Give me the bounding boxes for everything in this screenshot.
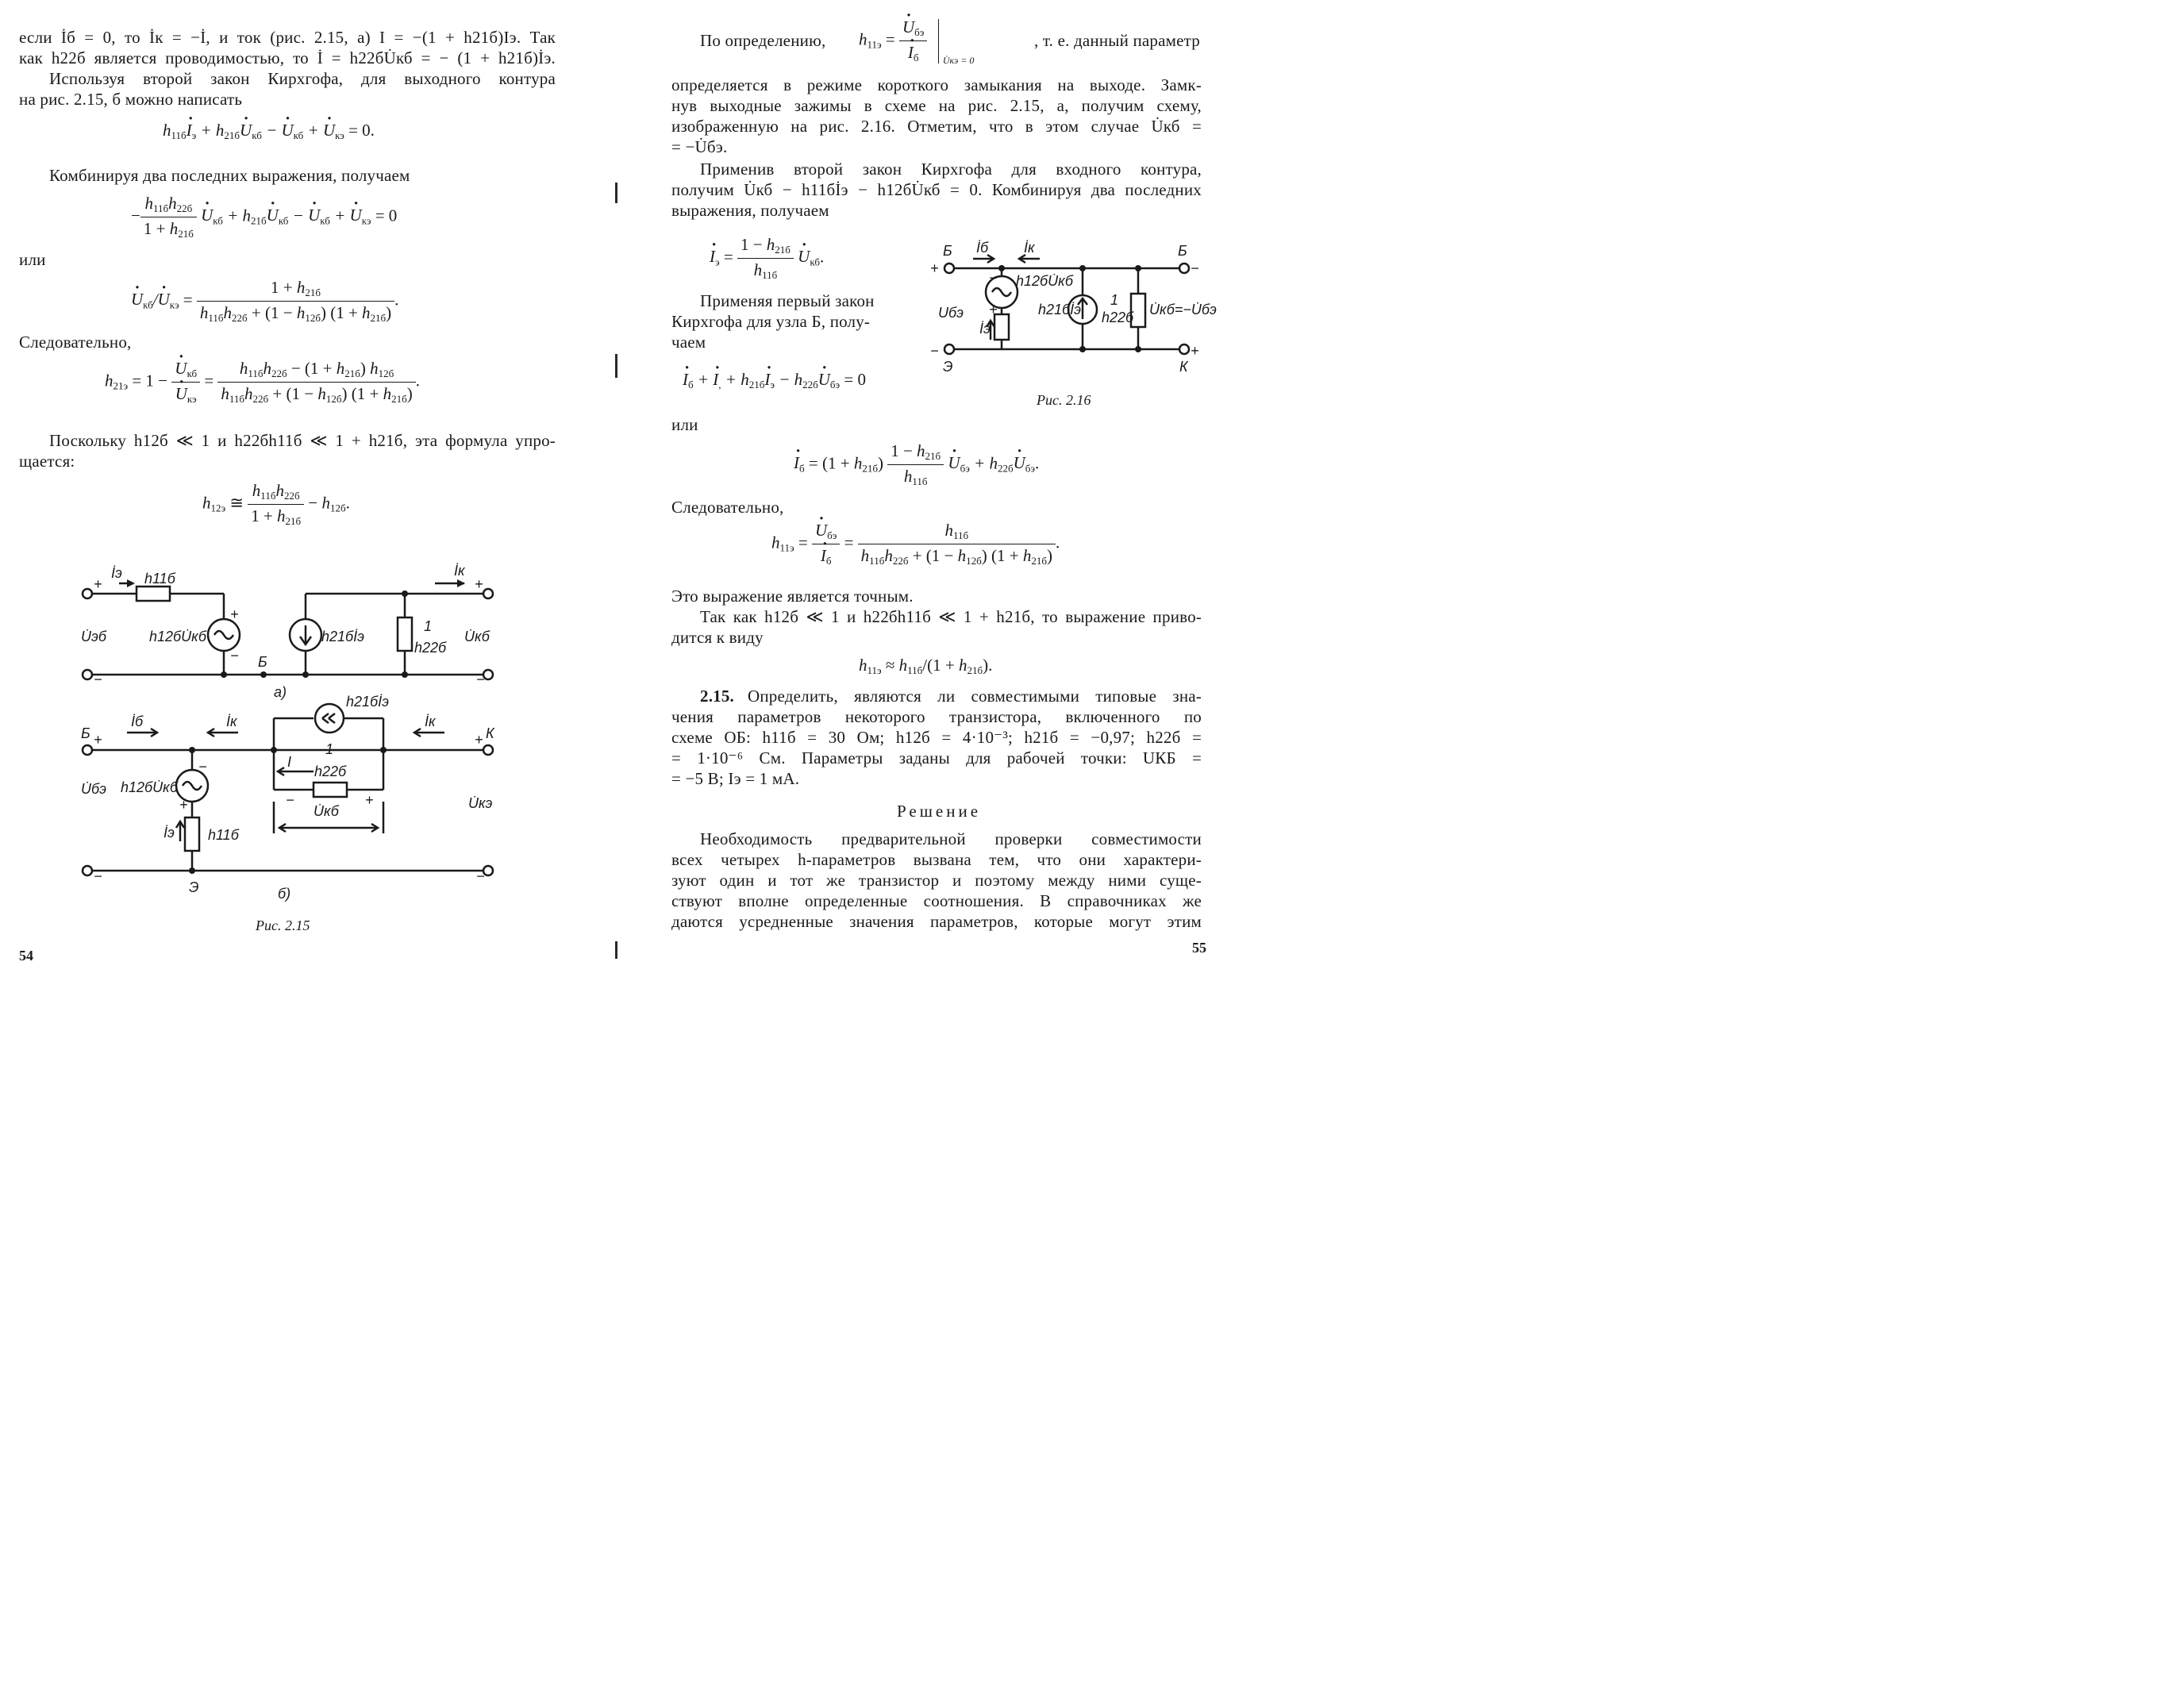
text-line: определяется в режиме короткого замыкания на выходе. Замк-	[671, 75, 1202, 94]
text-line: выражения, получаем	[671, 201, 829, 220]
label: U̇кэ	[468, 795, 493, 811]
label: İк	[226, 714, 237, 729]
text-line: как h22б является проводимостью, то İ = h22бU̇кб = − (1 + h21б)İэ.	[19, 48, 556, 67]
label: İб	[131, 714, 144, 729]
page-number: 54	[19, 948, 33, 964]
label: +	[930, 260, 939, 276]
equation-h12e-approx: $h_{12э}$ ≅ $\frac{h_{11б}h_{22б}}{1 + h_{21б}}$ − $h_{12б}$.	[202, 481, 350, 527]
label: U̇бэ	[81, 781, 106, 797]
gutter-mark	[615, 941, 617, 959]
label: −	[286, 792, 294, 808]
label: +	[475, 732, 483, 748]
label: −	[476, 868, 485, 884]
text-line: Определить, являются ли совместимыми типовые зна-	[748, 687, 1202, 706]
text-line: или	[19, 250, 46, 269]
right-page	[622, 0, 1244, 981]
label: h21бİэ	[1038, 302, 1082, 317]
equation-h12e: $h_{21э} = 1$ − · $U_{кб}$ · $U_{кэ}$ = $\frac{h_{11б}h_{22б} - (1 + h_{21б}) h_{12б}}{h_{11б}h_{22б} + (1 - h_{12б}) (1 + h_{21б})}$ .	[105, 359, 420, 406]
label: Б	[81, 725, 90, 741]
text-line: если İб = 0, то İк = −İ, и ток (рис. 2.15, а) I = −(1 + h21б)Iэ. Так	[19, 28, 556, 47]
figure-caption: Рис. 2.16	[1037, 392, 1091, 408]
label: U̇эб	[81, 629, 106, 644]
text-line: щается:	[19, 452, 75, 471]
label: h21бİэ	[346, 694, 390, 710]
label: İэ	[163, 825, 175, 841]
equation-h11e-def: $h_{11э}$ = · $U_{бэ}$ · $I_б$ $_{U̇кэ = 0}$	[859, 17, 974, 64]
label: h11б	[144, 571, 175, 587]
text-line: схеме ОБ: h11б = 30 Ом; h12б = 4·10⁻³; h21б = −0,97; h22б =	[671, 728, 1202, 747]
gutter-mark	[615, 354, 617, 378]
equation-combined: − $\frac{h_{11б}h_{22б}}{1 + h_{21б}}$ · $U_{кб} + h_{21б}\cdot U_{кб}$ − · $U_{кб}$ + · $U_{кэ} = 0$	[131, 194, 397, 240]
label: Б	[943, 243, 952, 259]
figure-label-a: а)	[274, 684, 287, 700]
label: U̇кб=−U̇бэ	[1149, 302, 1217, 317]
label: +	[989, 302, 998, 317]
equation-kcl: · $I_б$ + · $I_, + h_{21б}\cdot I_э - h_{22б}\cdot U_{бэ} = 0$	[683, 370, 866, 391]
text-line: Необходимость предварительной проверки совместимости	[700, 829, 1202, 848]
label: −	[94, 868, 102, 884]
label: +	[230, 606, 239, 622]
equation-ie: · $I_э$ = $\frac{1 - h_{21б}}{h_{11б}}$ · $U_{кб}$.	[710, 235, 824, 282]
text-line: нув выходные зажимы в схеме на рис. 2.15, а, получим схему,	[671, 96, 1202, 115]
circuit-figure-2-15	[0, 548, 622, 929]
label: −	[476, 671, 485, 687]
text-line: зуют один и тот же транзистор и поэтому между ними суще-	[671, 871, 1202, 890]
text-line: По определению,	[700, 31, 826, 50]
label: −	[1191, 260, 1199, 276]
label: Э	[943, 359, 953, 375]
text-line: изображенную на рис. 2.16. Отметим, что в этом случае U̇кб =	[671, 117, 1202, 136]
label: +	[365, 792, 374, 808]
text-line: Используя второй закон Кирхгофа, для выходного контура	[49, 69, 556, 88]
label: I	[287, 754, 292, 770]
text-line: даются усредненные значения параметров, которые могут этим	[671, 912, 1202, 931]
label: −	[930, 343, 939, 359]
label: −	[989, 270, 998, 286]
label: h22б	[414, 640, 447, 656]
label: Uбэ	[938, 305, 964, 321]
text-line: на рис. 2.15, б можно написать	[19, 90, 243, 109]
label: К	[486, 725, 494, 741]
label: −	[94, 671, 102, 687]
label: İк	[1024, 240, 1035, 256]
equation-kvl-output: $h_{11б}\cdot I_э + h_{21б}\cdot U_{кб}$ − · $U_{кб}$ + · $U_{кэ} = 0$.	[163, 121, 375, 142]
label: h12бU̇кб	[1016, 273, 1073, 289]
label: İб	[976, 240, 989, 256]
figure-caption: Рис. 2.15	[256, 917, 310, 933]
label: 1	[1110, 292, 1119, 308]
text-line: чения параметров некоторого транзистора, включенного по	[671, 707, 1202, 726]
figure-label-b: б)	[278, 886, 291, 902]
section-heading: Решение	[897, 802, 982, 821]
text-line: Это выражение является точным.	[671, 587, 914, 606]
label: İэ	[111, 565, 122, 581]
label: +	[179, 797, 188, 813]
text-line: Следовательно,	[671, 498, 784, 517]
task-number: 2.15.	[700, 687, 734, 706]
label: 1	[325, 741, 334, 757]
text-line: или	[671, 415, 698, 434]
label: Б	[1178, 243, 1187, 259]
text-line: Комбинируя два последних выражения, получаем	[49, 166, 410, 185]
text-line: дится к виду	[671, 628, 764, 647]
text-line: Поскольку h12б ≪ 1 и h22бh11б ≪ 1 + h21б, эта формула упро-	[49, 431, 556, 450]
label: h22б	[314, 764, 347, 779]
text-line: = −U̇бэ.	[671, 137, 728, 156]
text-line: Следовательно,	[19, 333, 132, 352]
text-line: = −5 В; Iэ = 1 мА.	[671, 769, 800, 788]
label: −	[198, 759, 207, 775]
label: h11б	[208, 827, 239, 843]
text-line: Применяя первый закон	[700, 291, 875, 310]
label: Б	[258, 654, 267, 670]
page-number: 55	[1192, 940, 1206, 956]
label: U̇кб	[464, 629, 490, 644]
label: Э	[189, 879, 199, 895]
text-line: Кирхгофа для узла Б, полу-	[671, 312, 871, 331]
gutter-mark	[615, 183, 617, 203]
label: İк	[425, 714, 436, 729]
equation-voltage-ratio: · $U_{кб}/\cdot U_{кэ}$ = $\frac{1 + h_{21б}}{h_{11б}h_{22б} + (1 - h_{12б}) (1 + h_{21б})}$ .	[131, 278, 398, 325]
label: U̇кб	[314, 803, 339, 819]
label: h12бU̇кб	[121, 779, 178, 795]
label: К	[1179, 359, 1188, 375]
label: +	[475, 576, 483, 592]
label: h22б	[1102, 310, 1134, 325]
text-line: Применив второй закон Кирхгофа для входного контура,	[700, 160, 1202, 179]
text-line: , т. е. данный параметр	[1033, 31, 1200, 50]
text-line: получим U̇кб − h11бİэ − h12бU̇кб = 0. Комбинируя два последних	[671, 180, 1202, 199]
label: İк	[454, 563, 465, 579]
label: h21бİэ	[321, 629, 365, 644]
text-line: чаем	[671, 333, 706, 352]
equation-ib: · $I_б = (1 + h_{21б})$ $\frac{1 - h_{21б}}{h_{11б}}$ · $U_{бэ} + h_{22б}\cdot U_{бэ}$.	[794, 441, 1039, 488]
text-line: всех четырех h-параметров вызвана тем, что они характери-	[671, 850, 1202, 869]
text-line: Так как h12б ≪ 1 и h22бh11б ≪ 1 + h21б, то выражение приво-	[700, 607, 1202, 626]
label: +	[94, 576, 102, 592]
label: 1	[424, 618, 433, 634]
text-line: = 1·10⁻⁶ См. Параметры заданы для рабочей точки: UКБ =	[671, 748, 1202, 767]
label: h12бU̇кб	[149, 629, 206, 644]
label: İэ	[979, 321, 991, 337]
equation-h11e-approx: $h_{11э} \approx h_{11б}/(1 + h_{21б})$.	[859, 656, 993, 676]
label: +	[1191, 343, 1199, 359]
text-line: ствуют вполне определенные соотношения. В справочниках же	[671, 891, 1202, 910]
circuit-figure-2-16	[927, 238, 1229, 397]
label: +	[94, 732, 102, 748]
equation-h11e: $h_{11э}$ = · $U_{бэ}$ · $I_б$ = $\frac{h_{11б}}{h_{11б}h_{22б} + (1 - h_{12б}) (1 + h_{21б})}$ .	[771, 521, 1060, 567]
left-page	[0, 0, 622, 981]
label: −	[230, 648, 239, 664]
